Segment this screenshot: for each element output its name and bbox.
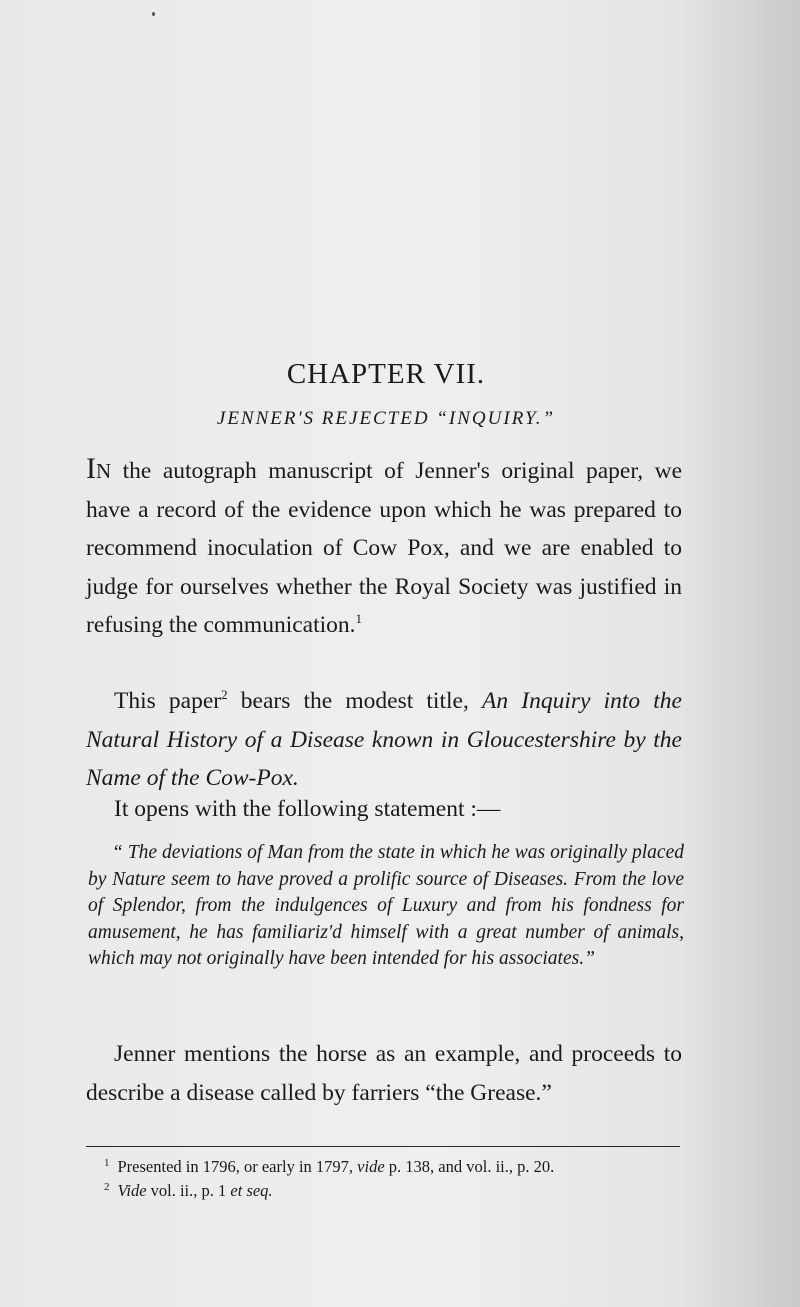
footnote-italic: et seq. <box>230 1181 273 1200</box>
footnote-text: Presented in 1796, or early in 1797, <box>117 1157 358 1176</box>
footnote-mark: 1 <box>104 1156 110 1169</box>
paragraph-intro <box>86 450 682 645</box>
paragraph-title <box>86 682 682 798</box>
footnote-italic: vide <box>357 1157 385 1176</box>
footnote-text: vol. ii., p. 1 <box>146 1181 231 1200</box>
footnote-rule <box>86 1146 680 1147</box>
chapter-title: CHAPTER VII. <box>286 358 486 390</box>
paragraph-horse: Jenner mentions the horse as an example, and proceeds to describe a disease called by farriers “the Grease.” <box>86 1041 682 1106</box>
chapter-subtitle: JENNER'S REJECTED “INQUIRY.” <box>216 408 556 429</box>
paragraph-intro-text: the autograph manuscript of Jenner's original paper, we have a record of the evidence upon which he was prepared to recommend inoculation of Cow Pox, and we are enabled to judge for ourselves whether the Royal Society was justified in refusing the communication. <box>86 458 682 638</box>
footnote-2 <box>104 1179 684 1203</box>
footnote-ref-2: 2 <box>221 687 228 703</box>
footnote-ref-1: 1 <box>355 611 363 627</box>
initial-word: In <box>86 452 112 485</box>
paper-title: An Inquiry into the Natural History of a Disease known in Gloucestershire by the Name of the Cow-Pox. <box>86 688 682 791</box>
footnote-mark: 2 <box>104 1180 110 1193</box>
footnote-italic: Vide <box>117 1181 147 1200</box>
footnote-text: p. 138, and vol. ii., p. 20. <box>384 1157 555 1176</box>
block-quote: “ The deviations of Man from the state in which he was originally placed by Nature seem to have proved a prolific source of Diseases. From the love of Splendor, from the indulgences of Luxury and from his fondness for amusement, he has familiariz'd himself with a great number of animals, which may not originally have been intended for his associates.” <box>88 842 684 969</box>
paragraph-title-lead: This paper <box>114 688 222 714</box>
footnotes <box>104 1155 684 1203</box>
paper-speck <box>152 12 155 16</box>
footnote-1 <box>104 1155 684 1179</box>
paragraph-title-mid: bears the modest title, <box>227 688 482 714</box>
paragraph-opening: It opens with the following statement :— <box>114 796 501 822</box>
